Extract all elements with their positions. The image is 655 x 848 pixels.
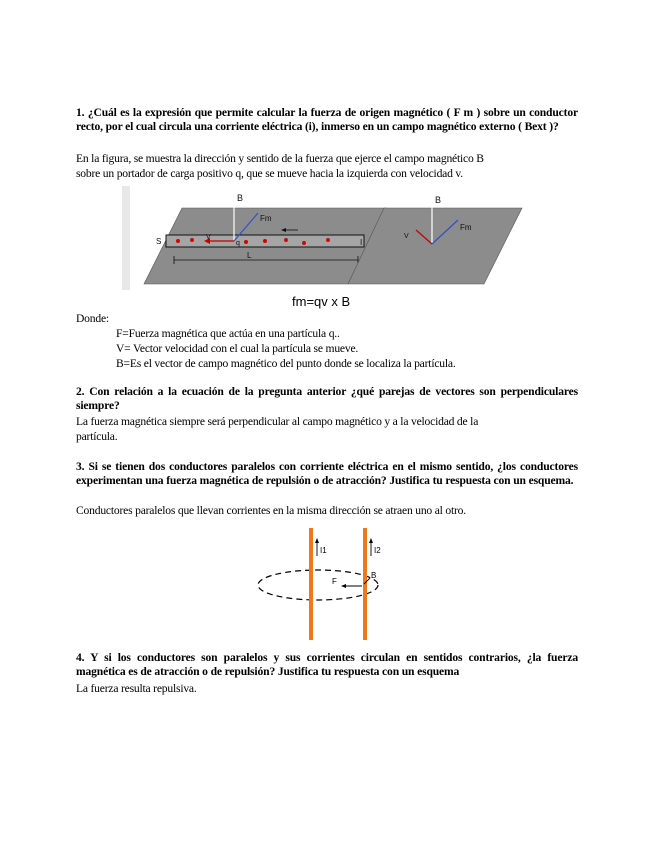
charge-dot: [326, 238, 330, 242]
force-label: F: [332, 577, 337, 586]
question-2: 2. Con relación a la ecuación de la pregunta anterior ¿qué parejas de vectores son perpendiculares siempre?: [76, 385, 578, 412]
charge-dot: [176, 239, 180, 243]
question-4: 4. Y si los conductores son paralelos y sus corrientes circulan en sentidos contrarios, ¿la fuerza magnética es de atracción o de repulsión? Justifica tu respuesta con un esquema: [76, 651, 578, 678]
fm-label-2: Fm: [460, 223, 472, 232]
s-label: S: [156, 237, 162, 246]
velocity-label: V: [206, 234, 211, 241]
question-3: 3. Si se tienen dos conductores paralelos con corriente eléctrica en el mismo sentido, ¿los conductores experimentan una fuerza magnética de repulsión o de atracción? Justifica tu respuesta con un esquema.: [76, 460, 578, 487]
wire-2: [363, 528, 367, 640]
formula: fm=qv x B: [292, 294, 351, 309]
answer-2-line-1: La fuerza magnética siempre será perpendicular al campo magnético y a la velocidad de la: [76, 415, 479, 428]
definition-v: V= Vector velocidad con el cual la partícula se mueve.: [116, 342, 359, 355]
wire-1: [309, 528, 313, 640]
definition-f: F=Fuerza magnética que actúa en una partícula q..: [116, 327, 340, 340]
answer-2-line-2: partícula.: [76, 430, 118, 443]
definition-b: B=Es el vector de campo magnético del punto donde se localiza la partícula.: [116, 357, 456, 370]
answer-1-line-2: sobre un portador de carga positivo q, que se mueve hacia la izquierda con velocidad v.: [76, 167, 463, 180]
parallel-conductors-figure: [250, 528, 410, 642]
charge-dot: [190, 238, 194, 242]
i1-label: I1: [320, 546, 327, 555]
answer-3: Conductores paralelos que llevan corrientes en la misma dirección se atraen uno al otro.: [76, 504, 466, 517]
charge-dot: [263, 239, 267, 243]
charge-label: q: [236, 240, 240, 247]
b-label-2: B: [435, 195, 442, 205]
charge-dot: [284, 238, 288, 242]
question-1: 1. ¿Cuál es la expresión que permite calcular la fuerza de origen magnético ( F m ) sobre un conductor recto, por el cual circula una corriente eléctrica (i), inmerso en un campo magnético externo ( Bext )?: [76, 106, 578, 133]
field-loop: [258, 570, 378, 600]
current-label: I: [360, 238, 363, 247]
fm-label: Fm: [260, 214, 272, 223]
charge-dot: [244, 240, 248, 244]
donde-label: Donde:: [76, 312, 109, 325]
i2-label: I2: [374, 546, 381, 555]
answer-4: La fuerza resulta repulsiva.: [76, 682, 197, 695]
figure-border: [122, 186, 130, 290]
b-label: B: [237, 193, 244, 203]
length-label: L: [247, 251, 252, 260]
answer-1-line-1: En la figura, se muestra la dirección y sentido de la fuerza que ejerce el campo magnético B: [76, 152, 484, 165]
field-label: B: [371, 571, 377, 580]
magnetic-force-figure: [122, 186, 527, 290]
charge-dot: [302, 241, 306, 245]
velocity-label-2: V: [404, 233, 409, 240]
